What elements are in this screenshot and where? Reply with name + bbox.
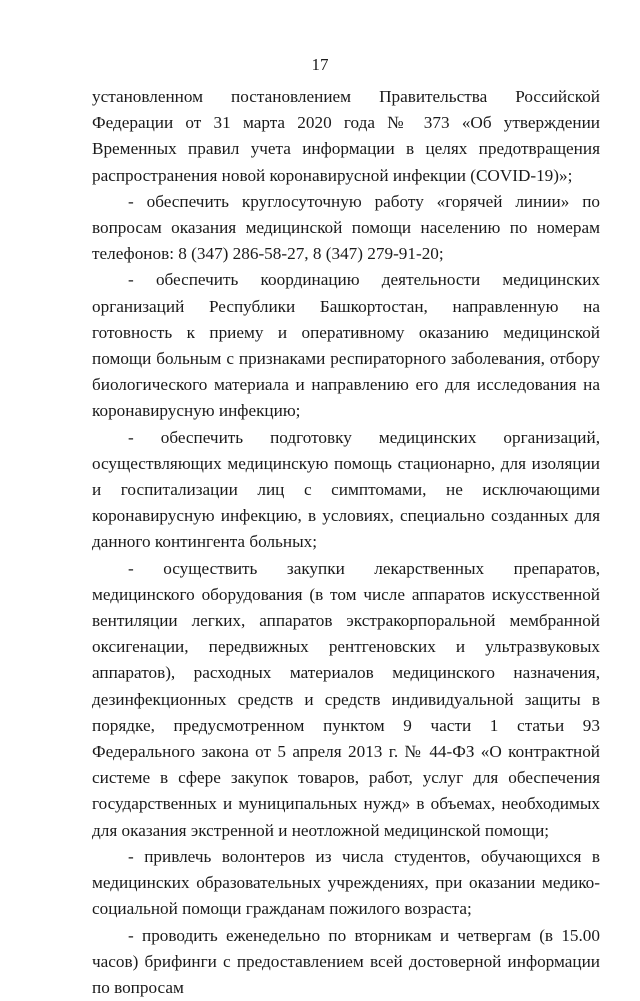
paragraph-briefings: - проводить еженедельно по вторникам и четвергам (в 15.00 часов) брифинги с предоставлением всей достоверной информации по вопросам [92, 923, 600, 1001]
paragraph-procurement: - осуществить закупки лекарственных препаратов, медицинского оборудования (в том числе аппаратов искусственной вентиляции легких, аппаратов экстракорпоральной мембранной оксигенации, передвижных рентгеновских и ультразвуковых аппаратов), расходных материалов медицинского назначения, дезинфекционных средств и средств индивидуальной защиты в порядке, предусмотренном пунктом 9 части 1 статьи 93 Федерального закона от 5 апреля 2013 г. № 44-ФЗ «О контрактной системе в сфере закупок товаров, работ, услуг для обеспечения государственных и муниципальных нужд» в объемах, необходимых для оказания экстренной и неотложной медицинской помощи; [92, 556, 600, 844]
page-number: 17 [0, 55, 640, 75]
paragraph-preparation: - обеспечить подготовку медицинских организаций, осуществляющих медицинскую помощь стационарно, для изоляции и госпитализации лиц с симптомами, не исключающими коронавирусную инфекцию, в условиях, специально созданных для данного контингента больных; [92, 425, 600, 556]
paragraph-hotline: - обеспечить круглосуточную работу «горячей линии» по вопросам оказания медицинской помощи населению по номерам телефонов: 8 (347) 286-58-27, 8 (347) 279-91-20; [92, 189, 600, 268]
paragraph-coordination: - обеспечить координацию деятельности медицинских организаций Республики Башкортостан, направленную на готовность к приему и оперативному оказанию медицинской помощи больным с признаками респираторного заболевания, отбору биологического материала и направлению его для исследования на коронавирусную инфекцию; [92, 267, 600, 424]
paragraph-continuation: установленном постановлением Правительства Российской Федерации от 31 марта 2020 года № 373 «Об утверждении Временных правил учета информации в целях предотвращения распространения новой коронавирусной инфекции (COVID-19)»; [92, 84, 600, 189]
paragraph-volunteers: - привлечь волонтеров из числа студентов, обучающихся в медицинских образовательных учреждениях, при оказании медико-социальной помощи гражданам пожилого возраста; [92, 844, 600, 923]
document-body [92, 84, 600, 1001]
